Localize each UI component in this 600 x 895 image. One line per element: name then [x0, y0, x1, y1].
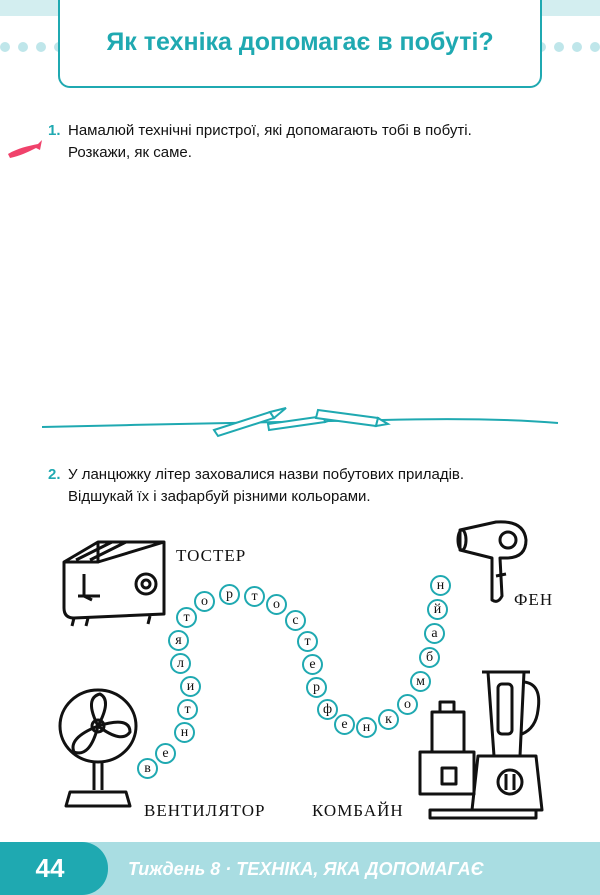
- chain-letter[interactable]: с: [285, 610, 306, 631]
- pencils-divider: [42, 400, 562, 440]
- chain-letter[interactable]: о: [397, 694, 418, 715]
- chain-letter[interactable]: ф: [317, 699, 338, 720]
- page-number: 44: [35, 853, 65, 883]
- toaster-icon: [58, 534, 172, 628]
- chain-letter[interactable]: т: [176, 607, 197, 628]
- chain-letter[interactable]: й: [427, 599, 448, 620]
- chain-letter[interactable]: и: [180, 676, 201, 697]
- chain-letter[interactable]: р: [306, 677, 327, 698]
- chain-letter[interactable]: е: [334, 714, 355, 735]
- chain-letter[interactable]: т: [177, 699, 198, 720]
- chain-letter[interactable]: л: [170, 653, 191, 674]
- task-1-line-1: Намалюй технічні пристрої, які допомагають тобі в побуті.: [68, 122, 472, 139]
- chain-letter[interactable]: в: [137, 758, 158, 779]
- task-2-line-2: Відшукай їх і зафарбуй різними кольорами.: [68, 488, 371, 505]
- task-2: [48, 464, 465, 508]
- task-1-line-2: Розкажи, як саме.: [68, 144, 192, 161]
- chain-letter[interactable]: а: [424, 623, 445, 644]
- pointer-arrow-icon: [6, 138, 46, 162]
- task-1: [48, 120, 472, 164]
- task-2-line-1: У ланцюжку літер заховалися назви побутових приладів.: [68, 466, 465, 483]
- chain-letter[interactable]: б: [419, 647, 440, 668]
- fan-icon: [50, 686, 146, 816]
- chain-letter[interactable]: т: [244, 586, 265, 607]
- chain-letter[interactable]: е: [155, 743, 176, 764]
- decor-dots-right: [536, 42, 600, 52]
- footer-bar: [0, 842, 600, 895]
- chain-letter[interactable]: е: [302, 654, 323, 675]
- label-combine: КОМБАЙН: [312, 801, 404, 820]
- label-toaster: ТОСТЕР: [176, 546, 247, 565]
- task-1-number: 1.: [48, 122, 61, 139]
- label-fan: ВЕНТИЛЯТОР: [144, 801, 266, 820]
- footer-title: Тиждень 8 · ТЕХНІКА, ЯКА ДОПОМАГАЄ: [128, 859, 484, 879]
- decor-dots-left: [0, 42, 64, 52]
- title-box: [58, 0, 542, 88]
- chain-letter[interactable]: к: [378, 709, 399, 730]
- task-2-number: 2.: [48, 466, 61, 483]
- chain-letter[interactable]: м: [410, 671, 431, 692]
- page-number-tab: [0, 842, 108, 895]
- chain-letter[interactable]: о: [194, 591, 215, 612]
- chain-letter[interactable]: р: [219, 584, 240, 605]
- label-hairdryer: ФЕН: [514, 590, 554, 609]
- chain-letter[interactable]: я: [168, 630, 189, 651]
- chain-letter[interactable]: н: [430, 575, 451, 596]
- chain-letter[interactable]: т: [297, 631, 318, 652]
- chain-letter[interactable]: о: [266, 594, 287, 615]
- food-processor-icon: [412, 664, 554, 824]
- page-title: Як техніка допомагає в побуті?: [106, 28, 494, 56]
- chain-letter[interactable]: н: [356, 717, 377, 738]
- chain-letter[interactable]: н: [174, 722, 195, 743]
